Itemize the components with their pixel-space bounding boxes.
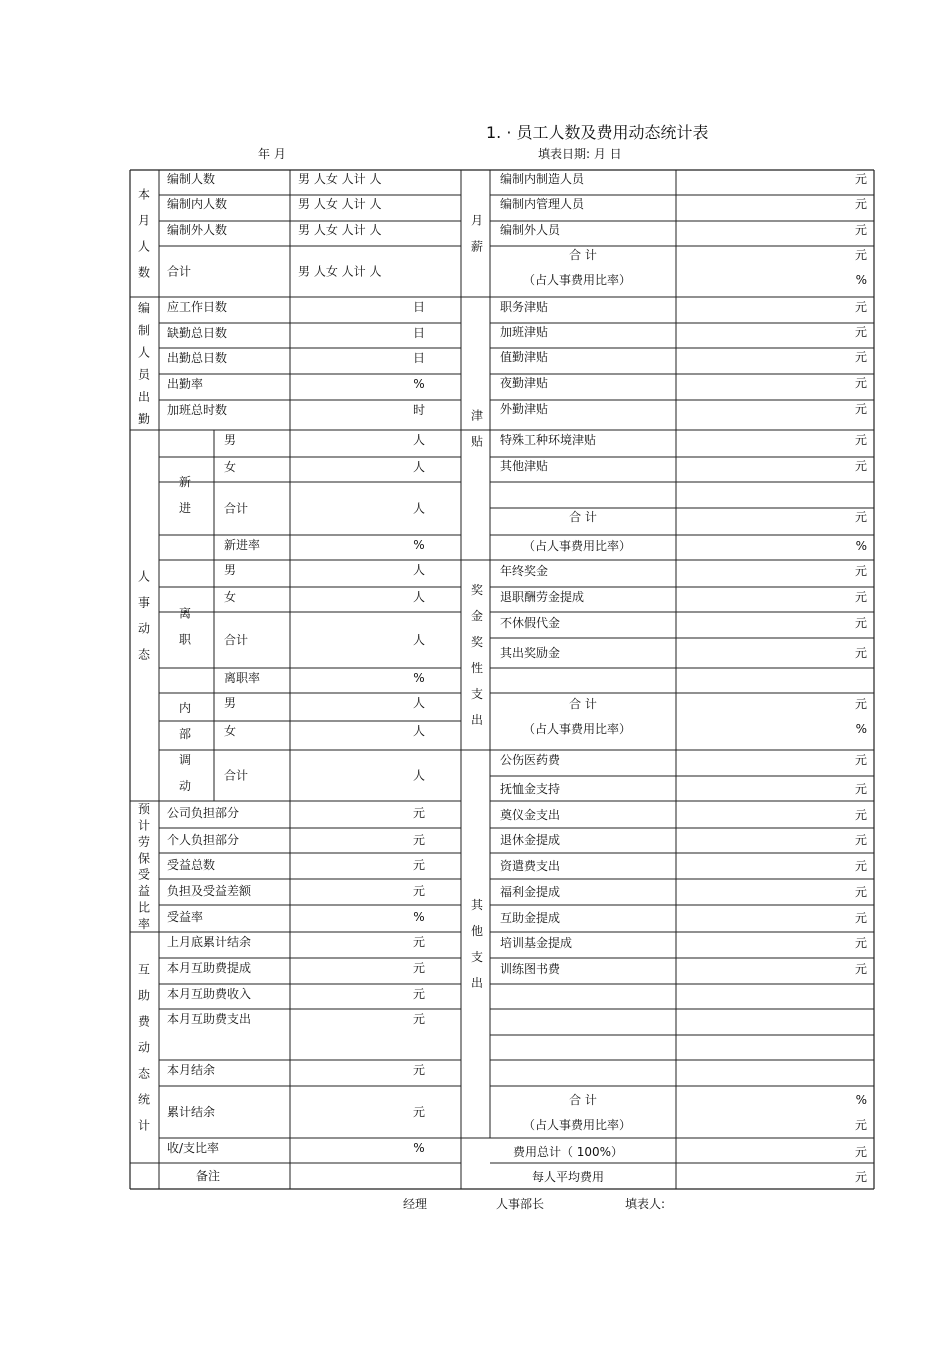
unit-label: 元	[854, 300, 867, 314]
avg-cost-label: 每人平均费用	[531, 1170, 605, 1184]
subtotal-label: 合 计	[569, 1093, 597, 1107]
section-mutual-aid: 互	[137, 962, 151, 977]
unit-label: 元	[854, 590, 867, 604]
unit-label: 元	[412, 1063, 426, 1077]
resignation-row-label: 离职率	[224, 671, 261, 685]
section-personnel-changes: 事	[137, 595, 151, 610]
section-internal-transfers: 内	[178, 701, 192, 715]
attendance-row-label: 加班总时数	[167, 403, 228, 417]
unit-label: 人	[412, 768, 426, 783]
unit-label: 元	[854, 223, 867, 237]
gender-count-line: 男 人女 人计 人	[298, 172, 382, 186]
unit-label: 元	[854, 564, 867, 578]
unit-label: 元	[854, 808, 867, 822]
headcount-row-label: 合计	[167, 264, 192, 279]
section-month-headcount: 本	[137, 187, 151, 202]
transfer-row-label: 合计	[224, 768, 249, 783]
unit-label: 元	[412, 935, 426, 949]
unit-label: 人	[412, 724, 426, 738]
mutual-aid-row-label: 累计结余	[167, 1105, 216, 1119]
allowance-row-label: 值勤津贴	[500, 350, 549, 364]
new-hire-row-label: 合计	[224, 501, 249, 516]
other-expense-row-label: 退休金提成	[500, 833, 561, 847]
section-month-headcount: 数	[137, 265, 151, 280]
section-bonus: 金	[470, 609, 484, 623]
allowance-row-label: 其他津贴	[500, 459, 549, 473]
subtotal-label: 合 计	[569, 697, 597, 711]
section-staff-attendance: 勤	[137, 411, 151, 426]
unit-label: 元	[854, 962, 867, 976]
section-month-headcount: 月	[137, 213, 151, 228]
unit-label: 元	[854, 833, 867, 847]
allowance-row-label: 夜勤津贴	[500, 376, 549, 390]
resignation-row-label: 合计	[224, 633, 249, 647]
unit-label: 元	[412, 961, 426, 975]
unit-label: 元	[854, 402, 867, 416]
attendance-row-label: 出勤率	[167, 377, 204, 391]
unit-label: 日	[412, 326, 426, 340]
salary-row-label: 编制外人员	[500, 223, 561, 237]
section-internal-transfers: 调	[178, 753, 192, 767]
section-monthly-salary: 月	[470, 213, 484, 228]
section-insurance-ratio: 保	[137, 851, 151, 866]
headcount-row-label: 编制人数	[167, 172, 216, 186]
section-insurance-ratio: 预	[137, 802, 151, 817]
section-staff-attendance: 出	[137, 389, 151, 404]
unit-label: 元	[412, 858, 426, 872]
mutual-aid-row-label: 本月互助费收入	[167, 987, 252, 1001]
section-mutual-aid: 统	[137, 1092, 151, 1107]
unit-label: 元	[854, 1145, 867, 1159]
unit-label: 元	[854, 646, 867, 660]
unit-label: 元	[854, 433, 867, 447]
unit-label: 人	[412, 460, 426, 474]
manager-signature-label: 经理	[403, 1197, 428, 1211]
unit-label: 人	[412, 633, 426, 647]
unit-label: 人	[412, 501, 426, 516]
section-insurance-ratio: 受	[137, 867, 151, 882]
unit-label: 元	[412, 833, 426, 847]
unit-label: 人	[412, 590, 426, 604]
unit-label: 元	[854, 697, 867, 711]
section-allowance: 津	[470, 408, 484, 423]
mutual-aid-row-label: 本月互助费提成	[167, 961, 252, 975]
unit-label: 元	[854, 859, 867, 873]
unit-label: 元	[854, 616, 867, 630]
other-expense-row-label: 培训基金提成	[500, 936, 573, 950]
subtotal-label: 合 计	[569, 248, 597, 262]
insurance-row-label: 受益总数	[167, 858, 216, 872]
insurance-row-label: 公司负担部分	[167, 806, 240, 820]
attendance-row-label: 应工作日数	[167, 300, 228, 314]
attendance-row-label: 出勤总日数	[167, 351, 228, 365]
unit-label: 元	[854, 197, 867, 211]
insurance-row-label: 个人负担部分	[167, 833, 240, 847]
section-resignations: 离	[178, 606, 192, 621]
insurance-row-label: 受益率	[167, 910, 204, 924]
section-bonus: 性	[470, 661, 484, 675]
section-insurance-ratio: 劳	[137, 834, 151, 849]
section-new-hires: 新	[178, 475, 192, 489]
unit-label: 元	[854, 172, 867, 186]
resignation-row-label: 男	[224, 563, 237, 577]
unit-label: %	[413, 671, 425, 685]
unit-label: 元	[854, 885, 867, 899]
gender-count-line: 男 人女 人计 人	[298, 223, 382, 237]
mutual-aid-row-label: 本月结余	[167, 1063, 216, 1077]
unit-label: 元	[854, 248, 867, 262]
bonus-row-label: 退职酬劳金提成	[500, 590, 585, 604]
section-bonus: 奖	[470, 583, 484, 597]
section-mutual-aid: 态	[137, 1066, 151, 1081]
section-insurance-ratio: 率	[137, 916, 151, 931]
other-expense-row-label: 抚恤金支持	[500, 782, 561, 796]
other-expense-row-label: 互助金提成	[500, 911, 561, 925]
salary-row-label: 编制内制造人员	[500, 172, 585, 186]
bonus-row-label: 不休假代金	[500, 616, 561, 630]
gender-count-line: 男 人女 人计 人	[298, 264, 382, 279]
unit-label: 元	[854, 350, 867, 364]
unit-label: 元	[854, 911, 867, 925]
other-expense-row-label: 资遣费支出	[500, 859, 561, 873]
unit-label: 日	[412, 351, 426, 365]
cost-ratio-label: （占人事费用比率）	[522, 273, 632, 287]
cost-ratio-label: （占人事费用比率）	[522, 1118, 632, 1132]
headcount-row-label: 编制外人数	[167, 223, 228, 237]
allowance-row-label: 外勤津贴	[500, 402, 549, 416]
unit-label: %	[413, 538, 425, 552]
section-allowance: 贴	[470, 434, 484, 449]
unit-label: 元	[854, 936, 867, 950]
section-staff-attendance: 人	[137, 345, 151, 360]
section-personnel-changes: 人	[137, 569, 151, 584]
unit-label: 人	[412, 563, 426, 577]
unit-label: 元	[854, 753, 867, 767]
unit-label: 元	[412, 884, 426, 898]
unit-label: 元	[854, 510, 867, 524]
section-internal-transfers: 部	[178, 727, 192, 741]
cost-ratio-label: （占人事费用比率）	[522, 539, 632, 553]
transfer-row-label: 女	[224, 724, 237, 738]
bonus-row-label: 其出奖励金	[500, 646, 561, 660]
other-expense-row-label: 福利金提成	[500, 885, 561, 899]
fill-date-label: 填表日期: 月 日	[538, 147, 622, 161]
other-expense-row-label: 奠仪金支出	[500, 808, 561, 822]
unit-label: 人	[412, 696, 426, 710]
unit-label: 元	[412, 1105, 426, 1119]
attendance-row-label: 缺勤总日数	[167, 326, 228, 340]
allowance-row-label: 职务津贴	[500, 300, 549, 314]
section-other-expense: 出	[470, 976, 484, 990]
total-cost-label: 费用总计（ 100%）	[512, 1145, 624, 1159]
other-expense-row-label: 公伤医药费	[500, 753, 561, 767]
year-month-label: 年 月	[258, 147, 286, 161]
subtotal-label: 合 计	[569, 510, 597, 524]
section-other-expense: 他	[470, 924, 484, 938]
transfer-row-label: 男	[224, 696, 237, 710]
section-mutual-aid: 费	[137, 1014, 151, 1029]
unit-label: 元	[412, 1012, 426, 1026]
resignation-row-label: 女	[224, 590, 237, 604]
insurance-row-label: 负担及受益差额	[167, 884, 252, 898]
mutual-aid-row-label: 本月互助费支出	[167, 1012, 252, 1026]
unit-label: 日	[412, 300, 426, 314]
unit-label: 元	[412, 987, 426, 1001]
unit-label: %	[413, 1141, 425, 1155]
headcount-row-label: 编制内人数	[167, 197, 228, 211]
cost-ratio-label: （占人事费用比率）	[522, 722, 632, 736]
section-mutual-aid: 计	[137, 1118, 151, 1133]
section-staff-attendance: 员	[137, 367, 151, 382]
section-resignations: 职	[178, 632, 192, 647]
section-insurance-ratio: 比	[137, 900, 151, 915]
unit-label: %	[413, 910, 425, 924]
unit-label: 元	[854, 782, 867, 796]
unit-label: 元	[412, 806, 426, 820]
section-staff-attendance: 制	[137, 323, 151, 338]
section-mutual-aid: 动	[137, 1040, 151, 1055]
unit-label: 人	[412, 433, 426, 447]
section-personnel-changes: 态	[137, 647, 151, 662]
section-insurance-ratio: 益	[137, 884, 151, 899]
mutual-aid-row-label: 收/支比率	[167, 1141, 220, 1155]
hr-head-signature-label: 人事部长	[496, 1197, 545, 1211]
remarks-label: 备注	[195, 1169, 221, 1183]
section-staff-attendance: 编	[137, 301, 151, 316]
unit-label: %	[855, 273, 867, 287]
section-internal-transfers: 动	[178, 779, 192, 793]
section-other-expense: 支	[470, 950, 484, 964]
new-hire-row-label: 新进率	[224, 538, 261, 552]
unit-label: 元	[854, 1170, 867, 1184]
other-expense-row-label: 训练图书费	[500, 962, 561, 976]
unit-label: 元	[854, 325, 867, 339]
unit-label: 元	[854, 459, 867, 473]
allowance-row-label: 特殊工种环境津贴	[500, 433, 597, 447]
unit-label: %	[413, 377, 425, 391]
section-month-headcount: 人	[137, 239, 151, 254]
new-hire-row-label: 女	[224, 460, 237, 474]
section-insurance-ratio: 计	[137, 818, 151, 833]
section-monthly-salary: 薪	[470, 239, 484, 254]
unit-label: 时	[412, 403, 426, 417]
section-bonus: 奖	[470, 635, 484, 649]
new-hire-row-label: 男	[224, 433, 237, 447]
bonus-row-label: 年终奖金	[500, 564, 549, 578]
section-bonus: 支	[470, 687, 484, 701]
section-bonus: 出	[470, 713, 484, 727]
section-other-expense: 其	[470, 898, 484, 912]
salary-row-label: 编制内管理人员	[500, 197, 585, 211]
mutual-aid-row-label: 上月底累计结余	[167, 935, 252, 949]
unit-label: 元	[854, 376, 867, 390]
allowance-row-label: 加班津贴	[500, 325, 549, 339]
section-new-hires: 进	[178, 501, 192, 515]
unit-label: %	[855, 722, 867, 736]
section-personnel-changes: 动	[137, 621, 151, 636]
filler-signature-label: 填表人:	[625, 1197, 666, 1211]
page-title: 1. · 员工人数及费用动态统计表	[486, 123, 709, 142]
unit-label: 元	[854, 1118, 867, 1132]
unit-label: %	[855, 1093, 867, 1107]
unit-label: %	[855, 539, 867, 553]
section-mutual-aid: 助	[137, 988, 151, 1003]
gender-count-line: 男 人女 人计 人	[298, 197, 382, 211]
